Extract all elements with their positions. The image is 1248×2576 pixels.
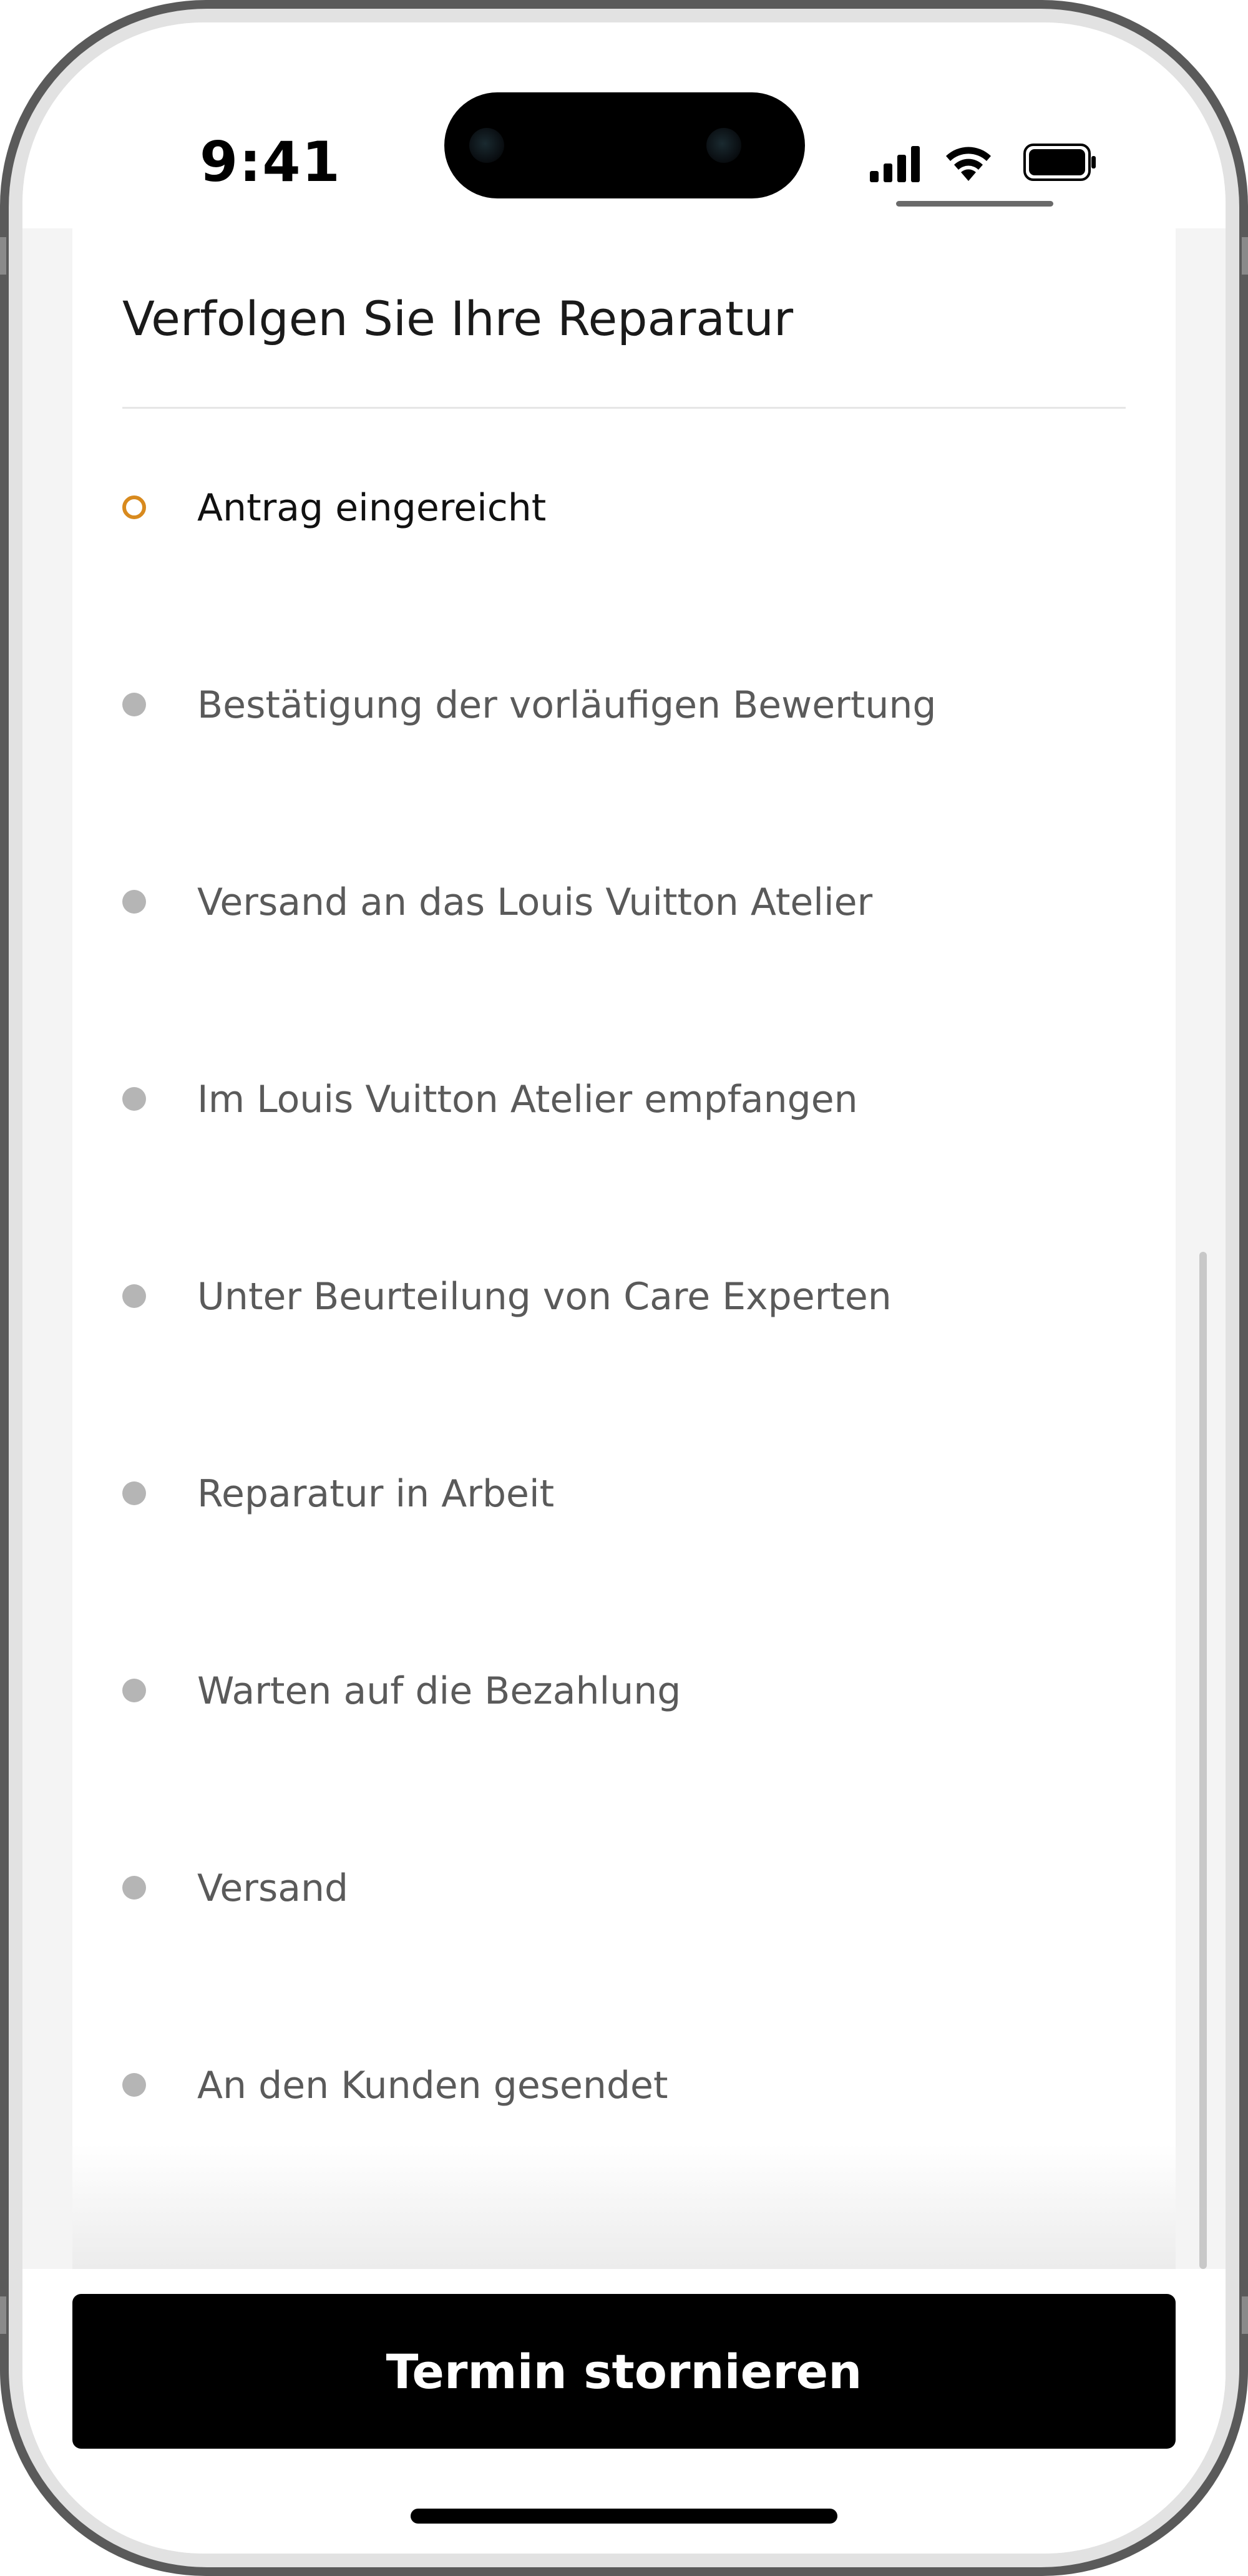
step-item [122, 1271, 1121, 1468]
screen [22, 22, 1226, 2554]
step-label: Warten auf die Bezahlung [197, 1669, 681, 1713]
camera-left [469, 128, 504, 163]
step-label: An den Kunden gesendet [197, 2064, 668, 2107]
step-label: Reparatur in Arbeit [197, 1472, 555, 1516]
dynamic-island [444, 92, 805, 198]
step-item [122, 1468, 1121, 1665]
status-bar [22, 22, 1226, 228]
wifi-icon [943, 141, 993, 182]
status-time: 9:41 [200, 130, 341, 194]
step-pending-indicator-icon [122, 1876, 146, 1900]
side-button-right-low [1242, 2296, 1248, 2334]
bottom-action-area [22, 2269, 1226, 2554]
step-item [122, 1665, 1121, 1862]
step-pending-indicator-icon [122, 693, 146, 716]
home-indicator[interactable] [411, 2509, 837, 2524]
scrollbar[interactable] [1199, 1252, 1207, 2269]
step-label: Antrag eingereicht [197, 486, 547, 530]
tracker-steps [122, 482, 1121, 2256]
step-item [122, 1862, 1121, 2059]
step-label: Versand [197, 1866, 349, 1910]
title-divider [122, 407, 1126, 409]
repair-tracker-card [72, 228, 1176, 2269]
step-pending-indicator-icon [122, 1679, 146, 1702]
step-pending-indicator-icon [122, 1284, 146, 1308]
tracker-title: Verfolgen Sie Ihre Reparatur [122, 291, 794, 346]
step-item [122, 679, 1121, 876]
side-button-right [1242, 237, 1248, 275]
status-underline [896, 201, 1053, 207]
camera-right [706, 128, 741, 163]
cellular-signal-icon [870, 145, 922, 182]
side-button-left-top [0, 237, 6, 275]
step-item [122, 1073, 1121, 1271]
step-pending-indicator-icon [122, 1087, 146, 1111]
step-label: Versand an das Louis Vuitton Atelier [197, 881, 873, 924]
battery-icon [1023, 144, 1097, 181]
step-current-indicator-icon [122, 495, 146, 519]
step-item [122, 876, 1121, 1073]
step-pending-indicator-icon [122, 890, 146, 914]
side-button-left-low [0, 2296, 6, 2334]
step-item [122, 482, 1121, 679]
step-label: Im Louis Vuitton Atelier empfangen [197, 1078, 858, 1121]
step-pending-indicator-icon [122, 1481, 146, 1505]
step-label: Bestätigung der vorläufigen Bewertung [197, 683, 937, 727]
step-label: Unter Beurteilung von Care Experten [197, 1275, 892, 1319]
step-pending-indicator-icon [122, 2073, 146, 2097]
cancel-appointment-button[interactable]: Termin stornieren [72, 2294, 1176, 2449]
scroll-fade [72, 2144, 1176, 2269]
